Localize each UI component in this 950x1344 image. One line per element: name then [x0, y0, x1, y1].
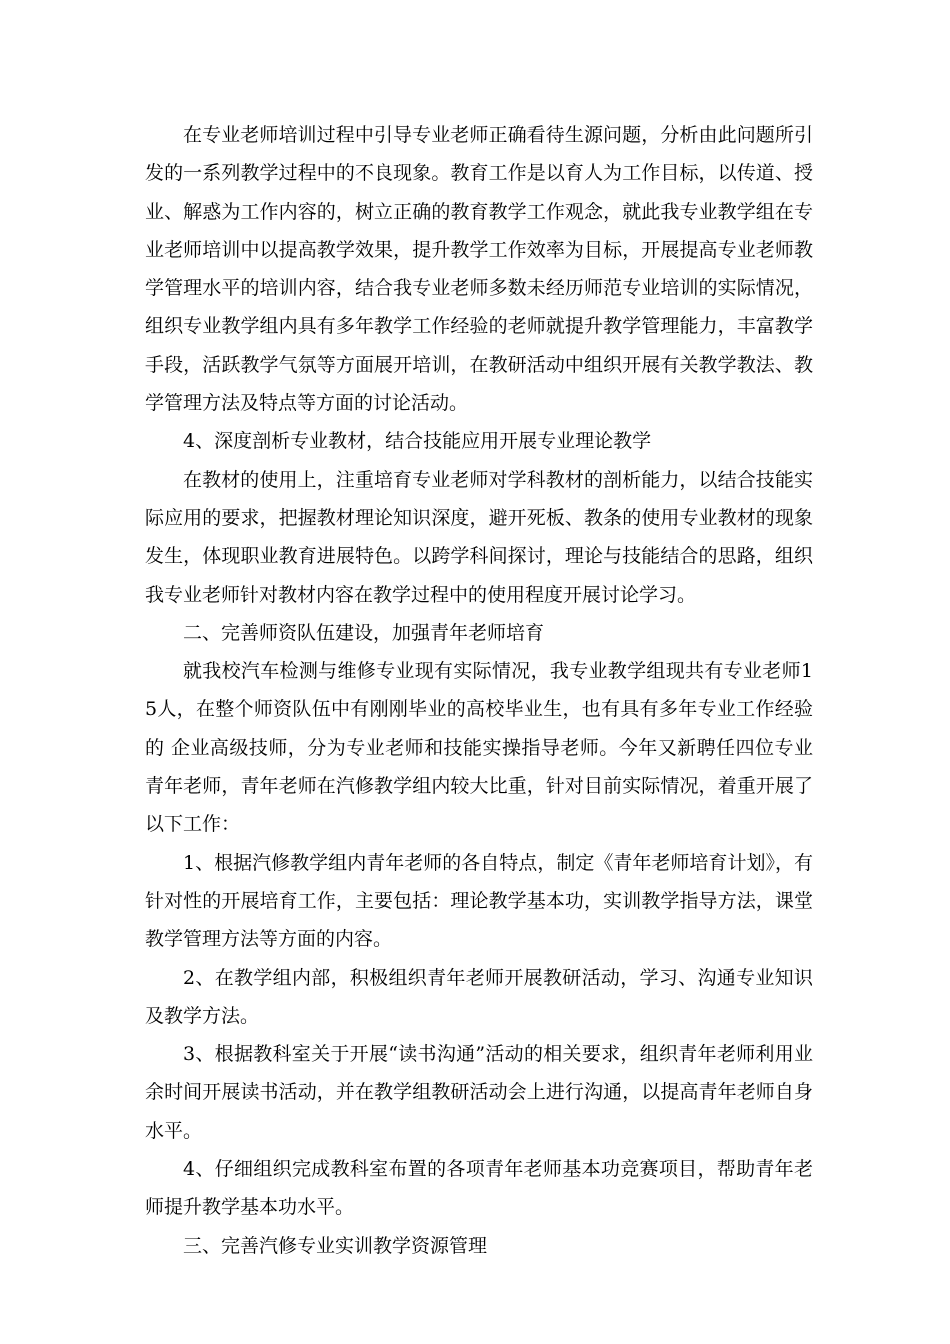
heading-textbook-analysis: 4、深度剖析专业教材，结合技能应用开展专业理论教学 — [183, 430, 652, 453]
paragraph-faculty-status: 就我校汽车检测与维修专业现有实际情况，我专业教学组现共有专业老师15人，在整个师资队伍中有刚刚毕业的高校毕业生，也有具有多年专业工作经验的 企业高级技师，分为专业老师和技能实操指导老师。今年又新聘任四位专业青年老师，青年老师在汽修教学组内较大比重，针对目前实际情况，着重开展了以下工作： — [145, 660, 813, 836]
list-item-skill-competition: 4、仔细组织完成教科室布置的各项青年老师基本功竞赛项目，帮助青年老师提升教学基本功水平。 — [145, 1158, 813, 1219]
heading-faculty-building: 二、完善师资队伍建设，加强青年老师培育 — [183, 621, 545, 644]
list-item-reading-activities: 3、根据教科室关于开展“读书沟通”活动的相关要求，组织青年老师利用业余时间开展读书活动，并在教学组教研活动会上进行沟通，以提高青年老师自身水平。 — [145, 1043, 813, 1142]
list-item-research-activities: 2、在教学组内部，积极组织青年老师开展教研活动，学习、沟通专业知识及教学方法。 — [145, 966, 813, 1027]
paragraph-teacher-training: 在专业老师培训过程中引导专业老师正确看待生源问题，分析由此问题所引发的一系列教学过程中的不良现象。教育工作是以育人为工作目标，以传道、授业、解惑为工作内容的，树立正确的教育教学工作观念，就此我专业教学组在专业老师培训中以提高教学效果，提升教学工作效率为目标，开展提高专业老师教学管理水平的培训内容，结合我专业老师多数未经历师范专业培训的实际情况，组织专业教学组内具有多年教学工作经验的老师就提升教学管理能力，丰富教学手段，活跃教学气氛等方面展开培训，在教研活动中组织开展有关教学教法、教学管理方法及特点等方面的讨论活动。 — [145, 124, 813, 415]
document-body — [145, 116, 813, 1265]
heading-training-resources: 三、完善汽修专业实训教学资源管理 — [183, 1234, 488, 1257]
list-item-training-plan: 1、根据汽修教学组内青年老师的各自特点，制定《青年老师培育计划》，有针对性的开展培育工作，主要包括：理论教学基本功，实训教学指导方法，课堂教学管理方法等方面的内容。 — [145, 851, 813, 951]
paragraph-textbook-usage: 在教材的使用上，注重培育专业老师对学科教材的剖析能力，以结合技能实际应用的要求，把握教材理论知识深度，避开死板、教条的使用专业教材的现象发生，体现职业教育进展特色。以跨学科间探讨，理论与技能结合的思路，组织我专业老师针对教材内容在教学过程中的使用程度开展讨论学习。 — [145, 468, 813, 606]
